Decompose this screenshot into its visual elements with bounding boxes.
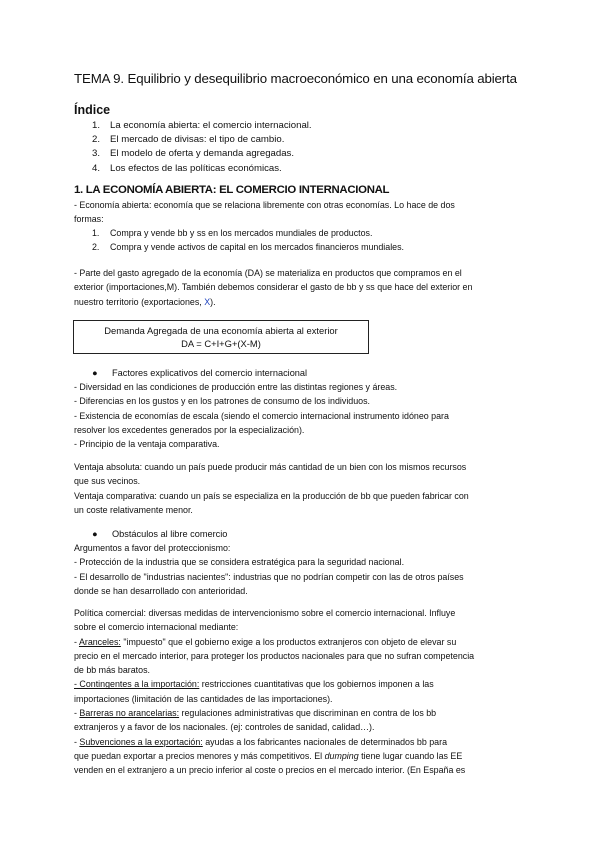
index-item: 2. El mercado de divisas: el tipo de cambio. — [92, 134, 285, 146]
bullet-obstaculos: ● Obstáculos al libre comercio — [92, 529, 228, 539]
index-item: 4. Los efectos de las políticas económicas. — [92, 162, 282, 174]
politica-comercial-paragraph: Política comercial: diversas medidas de intervencionismo sobre el comercio internacional. Influye sobre el comercio internacional mediante: - Aranceles: "impuesto" que el gobierno exige a los productos extranjeros con objeto de elevar su precio en el mercado interior, para proteger los productos nacionales para que no sufran competencia de bb más baratos. - Contingentes a la importación: restricciones cuantitativas que los gobiernos imponen a las importaciones (limitación de las cantidades de las importaciones). - Barreras no arancelarias: regulaciones administrativas que discriminan en contra de los bb extranjeros y a favor de los nacionales. (ej: controles de sanidad, calidad…). - Subvenciones a la exportación: ayudas a los fabricantes nacionales de determinados bb para que puedan exportar a precios menores y más competitivos. El dumping tiene lugar cuando las EE venden en el extranjero a un precio inferior al coste o precios en el mercado interior. (En España es — [74, 608, 475, 776]
document-title: TEMA 9. Equilibrio y desequilibrio macroeconómico en una economía abierta — [74, 71, 517, 86]
section-1-heading: 1. LA ECONOMÍA ABIERTA: EL COMERCIO INTERNACIONAL — [74, 184, 390, 196]
gasto-paragraph: - Parte del gasto agregado de la economía (DA) se materializa en productos que compramos en el exterior (importaciones,M). También debemos considerar el gasto de bb y ss que hace del exterior en nuestro territorio (exportaciones, X). — [74, 268, 473, 307]
proteccionismo-paragraph: Argumentos a favor del proteccionismo: - Protección de la industria que se considera estratégica para la seguridad nacional. - El desarrollo de "industrias nacientes": industrias que no podrían competir con las de otros países donde se han desarrollado con anterioridad. — [74, 543, 464, 596]
ventaja-paragraph: Ventaja absoluta: cuando un país puede producir más cantidad de un bien con los mismos recursos que sus vecinos. Ventaja comparativa: cuando un país se especializa en la producción de bb que pueden fabricar con un coste relativamente menor. — [74, 462, 469, 515]
list-item: 1. Compra y vende bb y ss en los mercados mundiales de productos. — [92, 228, 373, 238]
intro-paragraph: - Economía abierta: economía que se relaciona libremente con otras economías. Lo hace de dos formas: — [74, 200, 455, 225]
bullet-dot-icon: ● — [92, 529, 98, 539]
index-list — [74, 119, 312, 176]
index-item: 1. La economía abierta: el comercio internacional. — [92, 120, 312, 131]
list-item: 2. Compra y vende activos de capital en los mercados financieros mundiales. — [92, 242, 405, 253]
factores-list: - Diversidad en las condiciones de producción entre las distintas regiones y áreas. - Diferencias en los gustos y en los patrones de consumo de los individuos. - Existencia de economías de escala (siendo el comercio internacional instrumento idóneo para resolver los excedentes generados por la especialización). - Principio de la ventaja comparativa. — [74, 382, 449, 450]
index-heading: Índice — [74, 103, 111, 117]
bullet-dot-icon: ● — [92, 368, 98, 378]
index-item: 3. El modelo de oferta y demanda agregadas. — [92, 148, 295, 160]
formas-list — [74, 226, 404, 255]
formula-box: Demanda Agregada de una economía abierta al exterior DA = C+I+G+(X-M) — [73, 320, 369, 354]
bullet-factores: ● Factores explicativos del comercio internacional — [92, 368, 308, 378]
